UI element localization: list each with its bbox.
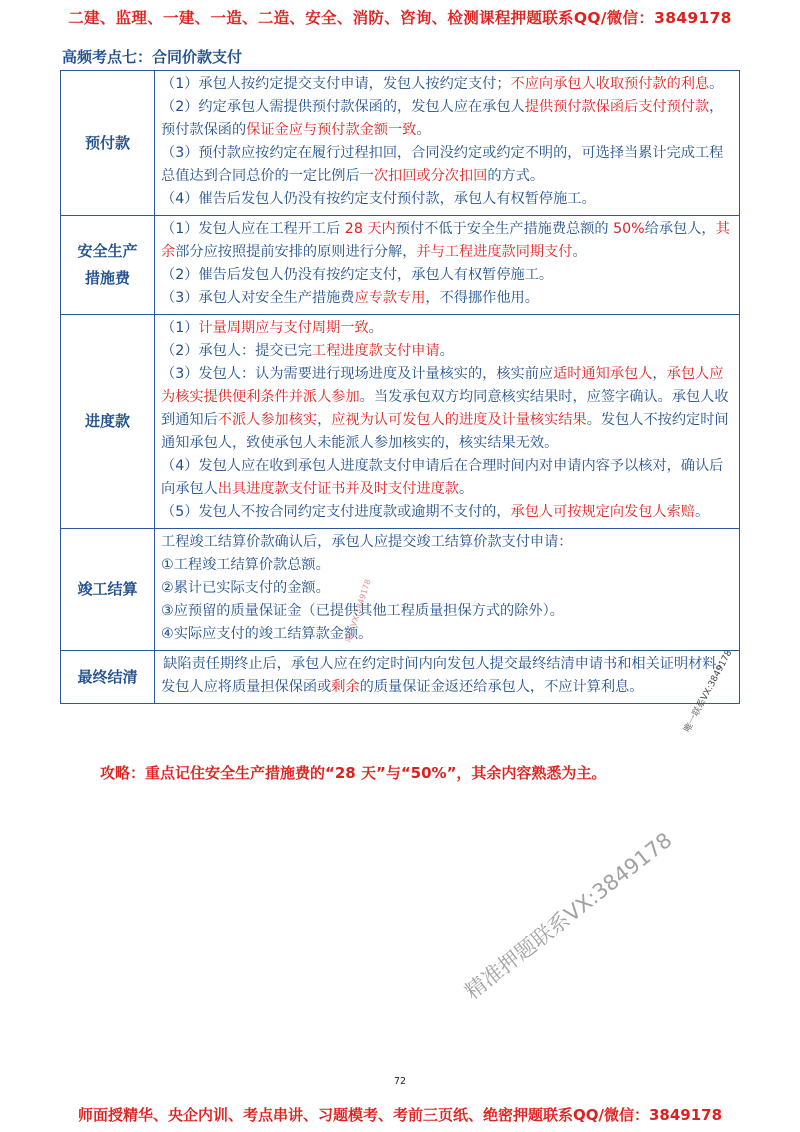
body-text: （4）催告后发包人仍没有按约定支付预付款，承包人有权暂停施工。: [161, 191, 596, 207]
body-text: 给承包人，: [644, 221, 716, 237]
body-text: 。: [458, 481, 474, 497]
row-label: [61, 216, 155, 315]
content-paragraph: [161, 623, 733, 646]
body-text: （3）预付款应按约定在履行过程扣回，合同没约定或约定不明的，可选择当累计完成工程总值达到合同总价的一定比例后: [161, 145, 724, 184]
highlight-text: 28 天内: [344, 221, 396, 237]
row-safety-measures-fee: [61, 216, 740, 315]
row-label-line: 最终结清: [77, 667, 138, 686]
body-text: 的方式。: [487, 168, 545, 184]
content-paragraph: [161, 363, 733, 455]
body-text: （2）催告后发包人仍没有按约定支付，承包人有权暂停施工。: [161, 267, 554, 283]
highlight-text: 承包人可按规定向发包人索赔: [510, 504, 695, 520]
content-paragraph: [161, 73, 733, 96]
body-text: ④实际应支付的竣工结算款金额。: [161, 626, 373, 642]
content-paragraph: [161, 218, 733, 264]
body-text: 。: [439, 343, 454, 359]
body-text: ，预付款保函的: [161, 99, 724, 138]
content-paragraph: [161, 455, 733, 501]
content-paragraph: [161, 600, 733, 623]
content-paragraph: [161, 501, 733, 524]
row-label: [61, 529, 155, 651]
highlight-text: 应专款专用: [354, 290, 426, 306]
body-text: 。发包人不按约定时间通知承包人，致使承包人未能派人参加核实的，核实结果无效。: [161, 412, 729, 451]
highlight-text: 出具进度款支付证书并及时支付进度款: [217, 481, 459, 497]
content-paragraph: [161, 317, 733, 340]
body-text: 。: [368, 320, 383, 336]
key-points-table: [60, 70, 740, 704]
body-text: 缺陷责任期终止后，承包人应在约定时间内向发包人提交最终结清申请书和相关证明材料。: [163, 656, 731, 672]
footer-banner: 师面授精华、央企内训、考点串讲、习题模考、考前三页纸、绝密押题联系QQ/微信：3849178: [77, 1106, 723, 1124]
highlight-text: 工程进度款支付申请: [311, 343, 440, 359]
row-label: [61, 315, 155, 529]
body-text: ，: [652, 366, 667, 382]
section-title: 高频考点七：合同价款支付: [62, 48, 243, 66]
highlight-text: 其余: [161, 221, 730, 260]
body-text: （5）发包人不按合同约定支付进度款或逾期不支付的，: [161, 504, 511, 520]
content-paragraph: [161, 653, 733, 676]
header-banner: 二建、监理、一建、一造、二造、安全、消防、咨询、检测课程押题联系QQ/微信：3849178: [68, 9, 732, 27]
strategy-note: 攻略：重点记住安全生产措施费的“28 天”与“50%”，其余内容熟悉为主。: [100, 764, 607, 782]
body-text: ③应预留的质量保证金（已提供其他工程质量担保方式的除外）。: [161, 603, 564, 619]
body-text: 发包人应将质量担保保函或: [161, 679, 332, 695]
content-paragraph: [161, 577, 733, 600]
body-text: 工程竣工结算价款确认后，承包人应提交竣工结算价款支付申请：: [161, 534, 573, 550]
row-label: [61, 651, 155, 704]
watermark-side: 唯一联系VX:3849178: [682, 648, 735, 735]
content-paragraph: [161, 96, 733, 142]
highlight-text: 适时通知承包人: [553, 366, 653, 382]
watermark-small: 唯一VX:3849178: [343, 578, 373, 644]
body-text: 部分应按照提前安排的原则进行分解，: [175, 244, 417, 260]
row-content: [155, 529, 740, 651]
row-advance-payment: [61, 71, 740, 216]
highlight-text: 计量周期应与支付周期一致: [198, 320, 369, 336]
row-label-line: 安全生产: [77, 242, 138, 260]
highlight-text: 提供预付款保函后支付预付款: [524, 99, 710, 115]
row-label-line: 进度款: [84, 412, 130, 430]
row-label: [61, 71, 155, 216]
row-label-line: 措施费: [84, 269, 130, 287]
highlight-text: 应视为认可发包人的进度及计量核实结果: [331, 412, 587, 428]
row-content: [155, 651, 740, 704]
highlight-text: 剩余: [331, 679, 360, 695]
row-label-line: 竣工结算: [77, 580, 138, 598]
content-paragraph: [161, 188, 733, 211]
row-content: [155, 71, 740, 216]
content-paragraph: [161, 287, 733, 310]
page-number: 72: [393, 1076, 407, 1087]
body-text: 。: [572, 244, 587, 260]
body-text: （3）承包人对安全生产措施费: [161, 290, 355, 306]
body-text: 的质量保证金返还给承包人，不应计算利息。: [359, 679, 644, 695]
content-paragraph: [161, 264, 733, 287]
body-text: 。: [694, 504, 710, 520]
highlight-text: 并与工程进度款同期支付: [416, 244, 573, 260]
content-paragraph: [161, 142, 733, 188]
highlight-text: 保证金应与预付款金额一致: [246, 122, 417, 138]
body-text: （4）发包人应在收到承包人进度款支付申请后在合理时间内对申请内容予以核对，确认后向承包人: [161, 458, 724, 497]
body-text: （2）约定承包人需提供预付款保函的，发包人应在承包人: [161, 99, 525, 115]
row-label-line: 预付款: [84, 133, 130, 152]
highlight-text: 不应向承包人收取预付款的利息: [510, 76, 710, 92]
body-text: （1）: [161, 320, 199, 336]
row-content: [155, 216, 740, 315]
row-progress-payment: [61, 315, 740, 529]
body-text: ①工程竣工结算价款总额。: [161, 557, 330, 573]
body-text: ，不得挪作他用。: [425, 290, 539, 306]
body-text: ②累计已实际支付的金额。: [161, 580, 330, 596]
row-final-settlement: [61, 651, 740, 704]
body-text: 。当发承包双方均同意核实结果时，应签字确认。承包人收到通知后: [161, 389, 729, 428]
body-text: （2）承包人：提交已完: [161, 343, 312, 359]
row-completion-settlement: [61, 529, 740, 651]
body-text: （1）发包人应在工程开工后: [161, 221, 345, 237]
highlight-text: 承包人应为核实提供便利条件并派人参加: [161, 366, 724, 405]
content-paragraph: [161, 554, 733, 577]
body-text: （1）承包人按约定提交支付申请，发包人按约定支付；: [161, 76, 511, 92]
highlight-text: 一次扣回或分次扣回: [359, 168, 488, 184]
content-paragraph: [161, 676, 733, 699]
body-text: （3）发包人：认为需要进行现场进度及计量核实的，核实前应: [161, 366, 554, 382]
body-text: ，: [317, 412, 332, 428]
body-text: 预付不低于安全生产措施费总额的: [395, 221, 614, 237]
body-text: 。: [416, 122, 431, 138]
content-paragraph: [161, 531, 733, 554]
content-paragraph: [161, 340, 733, 363]
row-content: [155, 315, 740, 529]
body-text: 。: [709, 76, 724, 92]
highlight-text: 不派人参加核实: [217, 412, 318, 428]
watermark-large: 精准押题联系VX:3849178: [460, 827, 677, 1005]
highlight-text: 50%: [613, 221, 645, 237]
